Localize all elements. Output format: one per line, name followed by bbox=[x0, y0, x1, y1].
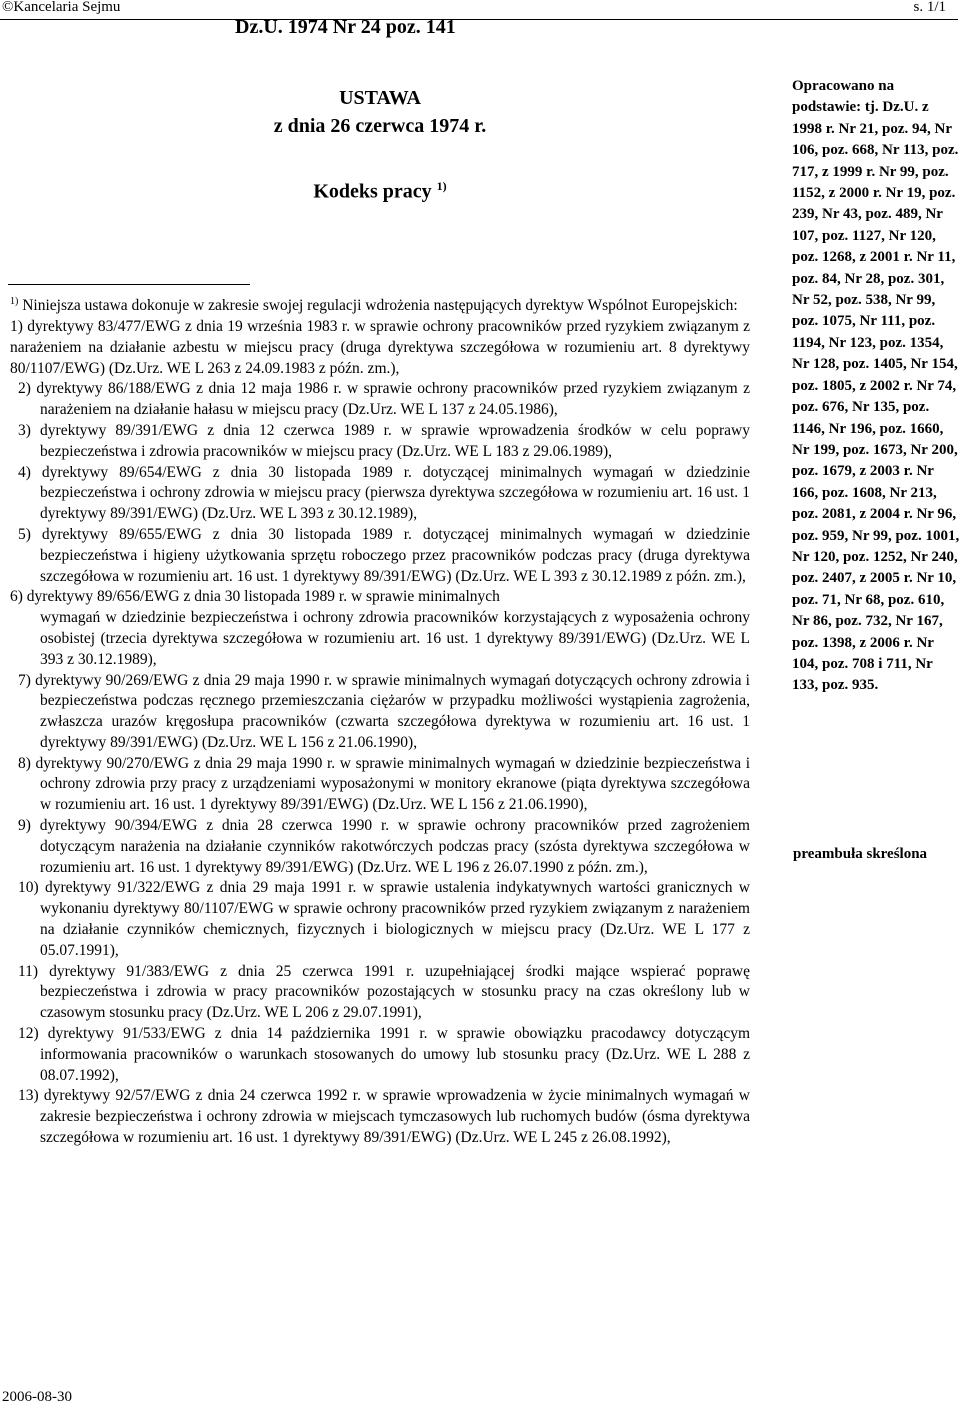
directive-item-2: 2) dyrektywy 86/188/EWG z dnia 12 maja 1986 r. w sprawie ochrony pracowników przed ryzykiem związanym z narażeniem na działanie hałasu w miejscu pracy (Dz.Urz. WE L 137 z 24.05.1986), bbox=[18, 380, 750, 419]
directive-item-12: 12) dyrektywy 91/533/EWG z dnia 14 października 1991 r. w sprawie obowiązku pracodawcy dotyczącym informowania pracowników o warunkach stosowanych do umowy lub stosunku pracy (Dz.Urz. WE L 288 z 08.07.1992), bbox=[18, 1025, 750, 1084]
act-name-text: Kodeks pracy bbox=[313, 180, 432, 203]
footer-date: 2006-08-30 bbox=[2, 1389, 72, 1405]
act-date: z dnia 26 czerwca 1974 r. bbox=[273, 115, 487, 137]
directive-item-5: 5) dyrektywy 89/655/EWG z dnia 30 listopada 1989 r. dotyczącej minimalnych wymagań w dziedzinie bezpieczeństwa i higieny użytkowania sprzętu roboczego przez pracowników podczas pracy (druga dyrektywa szczegółowa w rozumieniu art. 16 ust. 1 dyrektywy 89/391/EWG) (Dz.Urz. WE L 393 z 30.12.1989 z późn. zm.), bbox=[18, 525, 750, 585]
footnote-rule bbox=[8, 284, 250, 285]
act-name bbox=[160, 179, 600, 204]
directive-item-4: 4) dyrektywy 89/654/EWG z dnia 30 listopada 1989 r. dotyczącej minimalnych wymagań w dziedzinie bezpieczeństwa i ochrony zdrowia w miejscu pracy (pierwsza dyrektywa szczegółowa w rozumieniu art. 16 ust. 1 dyrektywy 89/391/EWG) (Dz.Urz. WE L 393 z 30.12.1989), bbox=[18, 463, 750, 523]
sidebar-sources: Opracowano na podstawie: tj. Dz.U. z 1998 r. Nr 21, poz. 94, Nr 106, poz. 668, Nr 113, poz. 717, z 1999 r. Nr 99, poz. 1152, z 2000 r. Nr 19, poz. 239, Nr 43, poz. 489, Nr 107, poz. 1127, Nr 120, poz. 1268, z 2001 r. Nr 11, poz. 84, Nr 28, poz. 301, Nr 52, poz. 538, Nr 99, poz. 1075, Nr 111, poz. 1194, Nr 123, poz. 1354, Nr 128, poz. 1405, Nr 154, poz. 1805, z 2002 r. Nr 74, poz. 676, Nr 135, poz. 1146, Nr 196, poz. 1660, Nr 199, poz. 1673, Nr 200, poz. 1679, z 2003 r. Nr 166, poz. 1608, Nr 213, poz. 2081, z 2004 r. Nr 96, poz. 959, Nr 99, poz. 1001, Nr 120, poz. 1252, Nr 240, poz. 2407, z 2005 r. Nr 10, poz. 71, Nr 68, poz. 610, Nr 86, poz. 732, Nr 167, poz. 1398, z 2006 r. Nr 104, poz. 708 i 711, Nr 133, poz. 935. bbox=[792, 78, 960, 694]
header-rule bbox=[0, 19, 958, 20]
footnote-intro-text: Niniejsza ustawa dokonuje w zakresie swojej regulacji wdrożenia następujących dyrektyw Wspólnot Europejskich: bbox=[22, 297, 738, 315]
header-publisher: ©Kancelaria Sejmu bbox=[2, 0, 121, 15]
directive-item-7: 7) dyrektywy 90/269/EWG z dnia 29 maja 1990 r. w sprawie minimalnych wymagań dotyczących ochrony zdrowia i bezpieczeństwa podczas ręcznego przemieszczania ciężarów w przypadku możliwości wystąpienia zagrożenia, zwłaszcza urazów kręgosłupa pracowników (czwarta szczegółowa dyrektywa w rozumieniu art. 16 ust. 1 dyrektywy 89/391/EWG) (Dz.Urz. WE L 156 z 21.06.1990), bbox=[18, 671, 750, 751]
directive-item-1: 1) dyrektywy 83/477/EWG z dnia 19 września 1983 r. w sprawie ochrony pracowników przed ryzykiem związanym z narażeniem na działanie azbestu w miejscu pracy (druga dyrektywa szczegółowa w rozumieniu art. 8 dyrektywy 80/1107/EWG) (Dz.Urz. WE L 263 z 24.09.1983 z późn. zm.), bbox=[10, 317, 750, 377]
journal-citation: Dz.U. 1974 Nr 24 poz. 141 bbox=[235, 16, 456, 38]
directive-item-3: 3) dyrektywy 89/391/EWG z dnia 12 czerwca 1989 r. w sprawie wprowadzenia środków w celu poprawy bezpieczeństwa i zdrowia pracowników w miejscu pracy (Dz.Urz. WE L 183 z 29.06.1989), bbox=[18, 421, 750, 460]
footnote-mark: 1) bbox=[10, 296, 19, 307]
directive-item-6-first-line: 6) dyrektywy 89/656/EWG z dnia 30 listopada 1989 r. w sprawie minimalnych bbox=[10, 588, 500, 606]
directive-item-9: 9) dyrektywy 90/394/EWG z dnia 28 czerwca 1990 r. w sprawie ochrony pracowników przed zagrożeniem dotyczącym narażenia na działanie czynników rakotwórczych podczas pracy (szósta dyrektywa szczegółowa w rozumieniu art. 16 ust. 1 dyrektywy 89/391/EWG) (Dz.Urz. WE L 196 z 26.07.1990 z późn. zm.), bbox=[18, 817, 750, 876]
footnote-intro bbox=[10, 292, 750, 317]
directive-item-10: 10) dyrektywy 91/322/EWG z dnia 29 maja 1991 r. w sprawie ustalenia indykatywnych wartości granicznych w wykonaniu dyrektywy 80/1107/EWG w sprawie ochrony pracowników przed ryzykiem związanym z narażeniem na działanie czynników chemicznych, fizycznych i biologicznych w miejscu pracy (Dz.Urz. WE L 177 z 05.07.1991), bbox=[18, 879, 750, 959]
footnote-reference: 1) bbox=[436, 179, 447, 193]
directive-item-13: 13) dyrektywy 92/57/EWG z dnia 24 czerwca 1992 r. w sprawie wprowadzenia w życie minimalnych wymagań w zakresie bezpieczeństwa i ochrony zdrowia w miejscach tymczasowych lub ruchomych budów (ósma dyrektywa szczegółowa w rozumieniu art. 16 ust. 1 dyrektywy 89/391/EWG) (Dz.Urz. WE L 245 z 26.08.1992), bbox=[18, 1087, 750, 1147]
directive-item-6-body: wymagań w dziedzinie bezpieczeństwa i ochrony zdrowia pracowników korzystających z wyposażenia ochrony osobistej (trzecia dyrektywa szczegółowa w rozumieniu art. 16 ust. 1 dyrektywy 89/391/EWG) (Dz.Urz. WE L 393 z 30.12.1989), bbox=[40, 609, 750, 668]
directive-item-8: 8) dyrektywy 90/270/EWG z dnia 29 maja 1990 r. w sprawie minimalnych wymagań w dziedzinie bezpieczeństwa i ochrony zdrowia przy pracy z urządzeniami wyposażonymi w monitory ekranowe (piąta dyrektywa szczegółowa w rozumieniu art. 16 ust. 1 dyrektywy 89/391/EWG) (Dz.Urz. WE L 156 z 21.06.1990), bbox=[18, 754, 750, 814]
sidebar-preamble-note: preambuła skreślona bbox=[793, 846, 928, 862]
footnote-body bbox=[10, 292, 750, 1149]
act-title bbox=[160, 84, 600, 140]
header-page-number: s. 1/1 bbox=[913, 0, 946, 15]
act-type: USTAWA bbox=[339, 87, 421, 109]
directive-item-11: 11) dyrektywy 91/383/EWG z dnia 25 czerwca 1991 r. uzupełniającej środki mające wspierać poprawę bezpieczeństwa i zdrowia w pracy pracowników pozostających w stosunku pracy na czas określony lub w czasowym stosunku pracy (Dz.Urz. WE L 206 z 29.07.1991), bbox=[18, 962, 750, 1022]
